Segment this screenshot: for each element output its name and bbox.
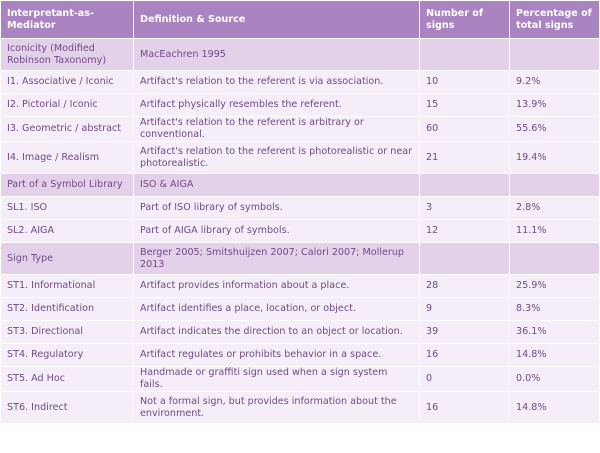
row-name: ST6. Indirect [1,392,133,423]
table-row [1,298,599,320]
row-definition: Artifact's relation to the referent is arbitrary or conventional. [134,117,419,141]
header-number-of-signs: Number of signs [420,1,509,38]
row-definition: Berger 2005; Smitshuijzen 2007; Calori 2007; Mollerup 2013 [134,243,419,274]
header-row [1,1,599,38]
row-percent [510,243,599,274]
header-interpretant: Interpretant-as-Mediator [1,1,133,38]
row-count: 16 [420,392,509,423]
row-definition: Artifact identifies a place, location, or object. [134,298,419,320]
section-row-iconicity [1,39,599,70]
section-row-symbol-library [1,174,599,196]
row-name: I2. Pictorial / Iconic [1,94,133,116]
row-name: SL2. AIGA [1,220,133,242]
row-count [420,243,509,274]
row-name: Part of a Symbol Library [1,174,133,196]
row-definition: Artifact indicates the direction to an object or location. [134,321,419,343]
row-percent [510,174,599,196]
row-name: I4. Image / Realism [1,142,133,173]
row-percent: 14.8% [510,344,599,366]
row-count [420,174,509,196]
table-row [1,142,599,173]
row-count: 10 [420,71,509,93]
row-definition: Artifact provides information about a place. [134,275,419,297]
row-count: 3 [420,197,509,219]
row-definition: Not a formal sign, but provides information about the environment. [134,392,419,423]
table-row [1,220,599,242]
row-percent: 14.8% [510,392,599,423]
row-percent: 9.2% [510,71,599,93]
row-name: ST1. Informational [1,275,133,297]
row-count: 21 [420,142,509,173]
row-count: 39 [420,321,509,343]
row-count: 15 [420,94,509,116]
row-percent: 25.9% [510,275,599,297]
row-percent: 2.8% [510,197,599,219]
row-name: ST3. Directional [1,321,133,343]
row-definition: Artifact's relation to the referent is via association. [134,71,419,93]
table-row [1,344,599,366]
row-name: ST5. Ad Hoc [1,367,133,391]
row-name: ST4. Regulatory [1,344,133,366]
row-name: Sign Type [1,243,133,274]
row-definition: ISO & AIGA [134,174,419,196]
row-definition: Artifact regulates or prohibits behavior in a space. [134,344,419,366]
row-percent: 0.0% [510,367,599,391]
row-count: 12 [420,220,509,242]
row-name: ST2. Identification [1,298,133,320]
row-definition: Part of ISO library of symbols. [134,197,419,219]
row-name: I3. Geometric / abstract [1,117,133,141]
row-count: 9 [420,298,509,320]
header-percentage: Percentage of total signs [510,1,599,38]
row-definition: Artifact's relation to the referent is photorealistic or near photorealistic. [134,142,419,173]
row-definition: Handmade or graffiti sign used when a sign system fails. [134,367,419,391]
row-percent: 19.4% [510,142,599,173]
table-row [1,321,599,343]
row-percent: 8.3% [510,298,599,320]
row-name: I1. Associative / Iconic [1,71,133,93]
table-row [1,392,599,423]
table-row [1,275,599,297]
row-definition: MacEachren 1995 [134,39,419,70]
row-count: 16 [420,344,509,366]
table-row [1,197,599,219]
row-percent: 55.6% [510,117,599,141]
row-name: SL1. ISO [1,197,133,219]
row-percent [510,39,599,70]
row-percent: 11.1% [510,220,599,242]
row-count: 0 [420,367,509,391]
row-count: 28 [420,275,509,297]
row-percent: 13.9% [510,94,599,116]
row-count: 60 [420,117,509,141]
row-count [420,39,509,70]
row-name: Iconicity (Modified Robinson Taxonomy) [1,39,133,70]
table-row [1,117,599,141]
header-definition: Definition & Source [134,1,419,38]
section-row-sign-type [1,243,599,274]
table-row [1,94,599,116]
table-row [1,71,599,93]
row-definition: Part of AIGA library of symbols. [134,220,419,242]
row-definition: Artifact physically resembles the referent. [134,94,419,116]
row-percent: 36.1% [510,321,599,343]
table-row [1,367,599,391]
